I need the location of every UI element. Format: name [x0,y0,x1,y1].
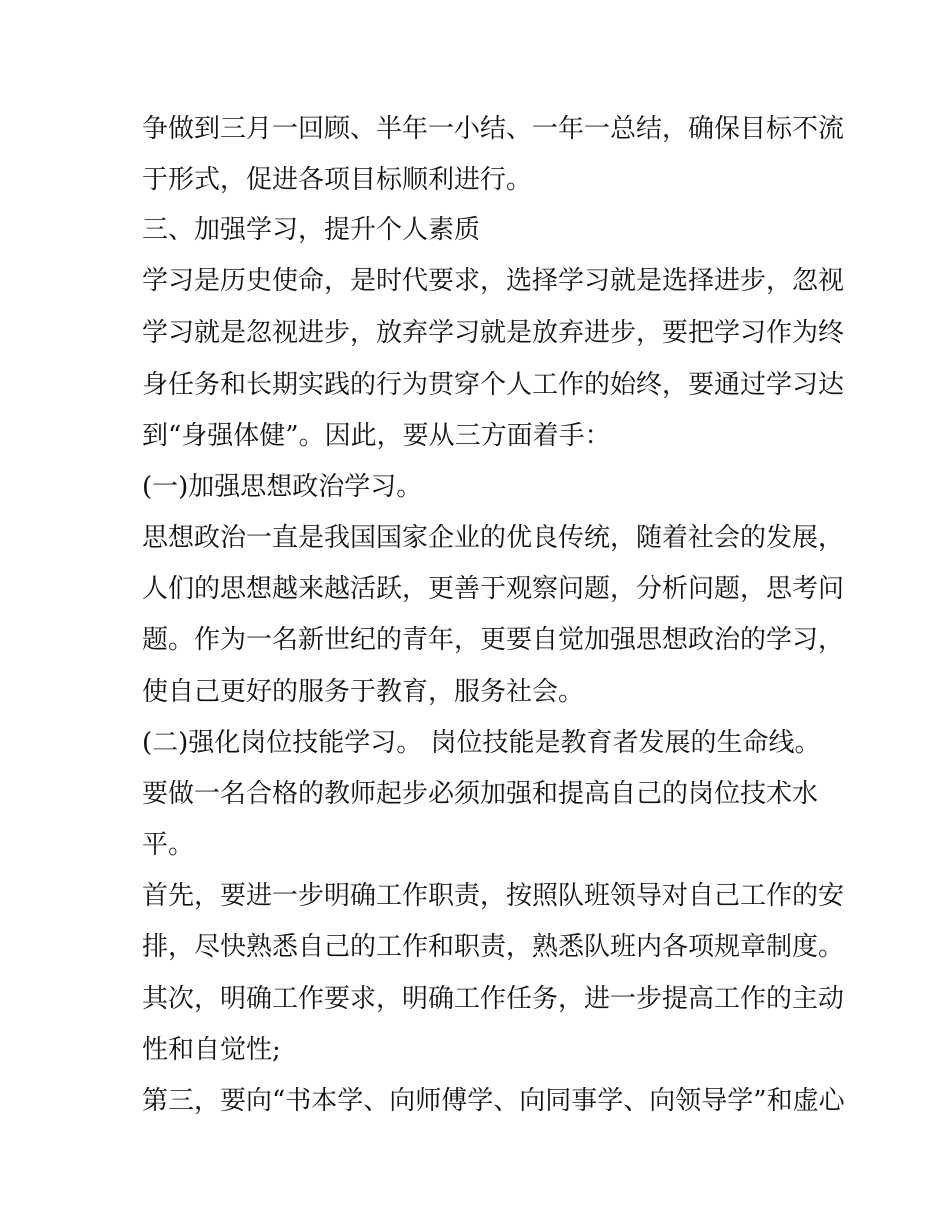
text-line-2: 于形式，促进各项目标顺利进行。 [142,165,533,195]
text-line-12: 使自己更好的服务于教育，服务社会。 [142,677,585,707]
text-line-6: 身任务和长期实践的行为贯穿个人工作的始终，要通过学习达 [142,370,845,400]
text-line-17: 排，尽快熟悉自己的工作和职责，熟悉队班内各项规章制度。 [142,932,845,962]
text-line-19: 性和自觉性; [142,1035,281,1065]
text-line-20: 第三，要向“书本学、向师傅学、向同事学、向领导学”和虚心 [142,1086,845,1116]
section-heading: 三、加强学习，提升个人素质 [142,215,481,245]
text-line-4: 学习是历史使命，是时代要求，选择学习就是选择进步，忽视 [142,266,845,296]
text-line-16: 首先，要进一步明确工作职责，按照队班领导对自己工作的安 [142,881,845,911]
subheading-2: (二)强化岗位技能学习。 岗位技能是教育者发展的生命线。 [142,728,821,758]
text-line-7: 到“身强体健”。因此，要从三方面着手： [142,421,611,451]
text-line-15: 平。 [142,830,195,860]
text-line-5: 学习就是忽视进步，放弃学习就是放弃进步，要把学习作为终 [142,318,845,348]
text-line-9: 思想政治一直是我国国家企业的优良传统，随着社会的发展， [142,523,845,553]
text-line-14: 要做一名合格的教师起步必须加强和提高自己的岗位技术水 [142,779,819,809]
text-line-1: 争做到三月一回顾、半年一小结、一年一总结，确保目标不流 [142,114,845,144]
text-line-18: 其次，明确工作要求，明确工作任务，进一步提高工作的主动 [142,984,845,1014]
subheading-1: (一)加强思想政治学习。 [142,472,423,502]
text-line-10: 人们的思想越来越活跃，更善于观察问题，分析问题，思考问 [142,574,845,604]
text-line-11: 题。作为一名新世纪的青年，更要自觉加强思想政治的学习， [142,625,845,655]
